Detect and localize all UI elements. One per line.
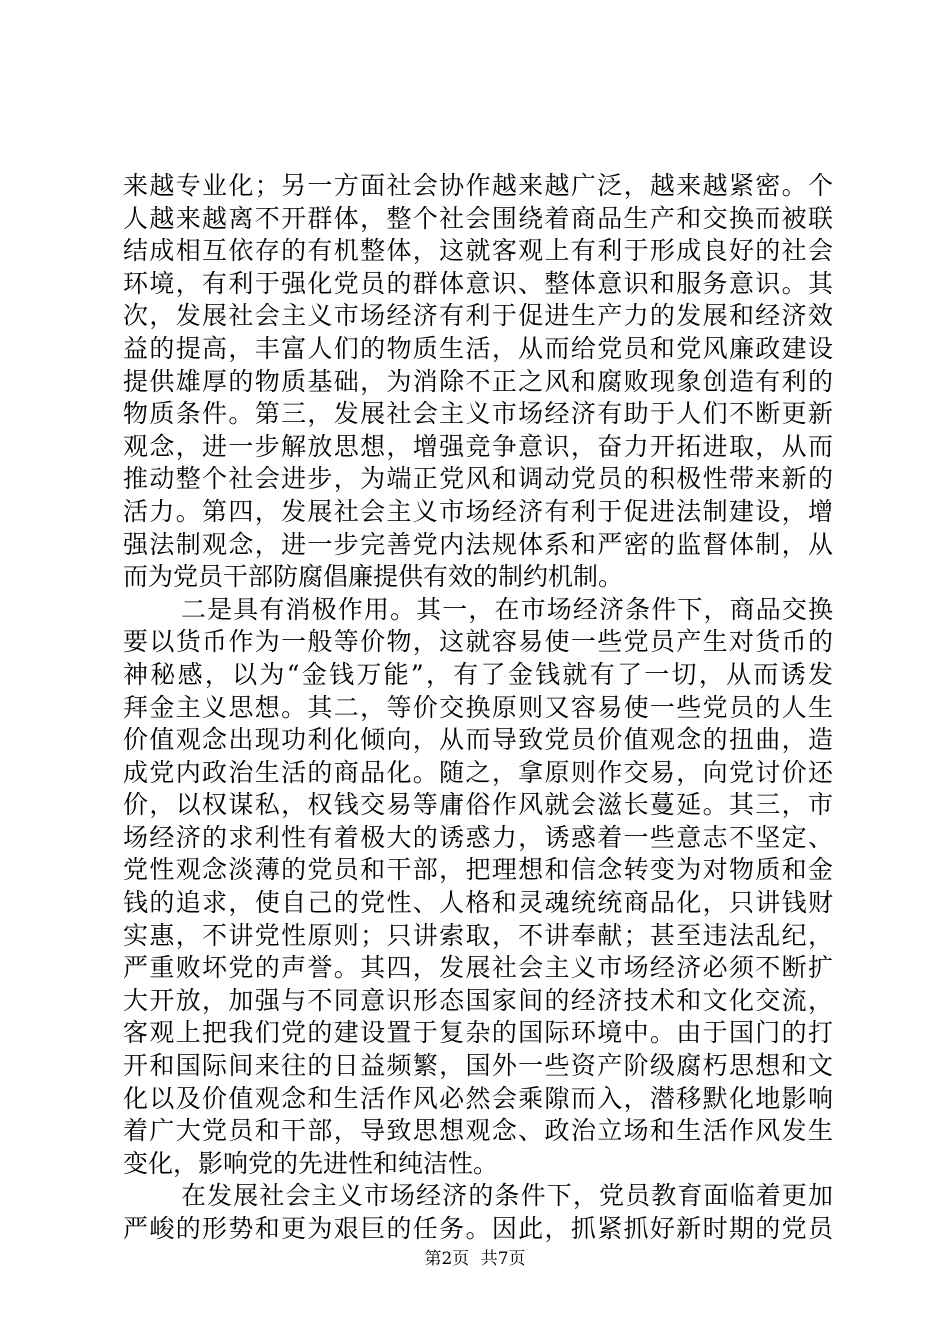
text-line: 强法制观念，进一步完善党内法规体系和严密的监督体制，从 — [123, 529, 833, 559]
text-line: 成党内政治生活的商品化。随之，拿原则作交易，向党讨价还 — [123, 757, 833, 787]
text-line: 在发展社会主义市场经济的条件下，党员教育面临着更加 — [181, 1181, 833, 1211]
text-line: 观念，进一步解放思想，增强竞争意识，奋力开拓进取，从而 — [123, 431, 833, 461]
text-line: 拜金主义思想。其二，等价交换原则又容易使一些党员的人生 — [123, 692, 833, 722]
text-line: 严重败坏党的声誉。其四，发展社会主义市场经济必须不断扩 — [123, 953, 833, 983]
text-line: 钱的追求，使自己的党性、人格和灵魂统统商品化，只讲钱财 — [123, 888, 833, 918]
page-number-total: 共7页 — [480, 1249, 526, 1269]
text-line: 开和国际间来往的日益频繁，国外一些资产阶级腐朽思想和文 — [123, 1051, 833, 1081]
text-line: 价值观念出现功利化倾向，从而导致党员价值观念的扭曲，造 — [123, 725, 833, 755]
text-line: 而为党员干部防腐倡廉提供有效的制约机制。 — [123, 562, 624, 592]
text-line: 价，以权谋私，权钱交易等庸俗作风就会滋长蔓延。其三，市 — [123, 790, 833, 820]
text-line: 活力。第四，发展社会主义市场经济有利于促进法制建设，增 — [123, 496, 833, 526]
text-line: 要以货币作为一般等价物，这就容易使一些党员产生对货币的 — [123, 627, 833, 657]
text-line: 党性观念淡薄的党员和干部，把理想和信念转变为对物质和金 — [123, 855, 833, 885]
text-line: 着广大党员和干部，导致思想观念、政治立场和生活作风发生 — [123, 1116, 833, 1146]
text-line: 环境，有利于强化党员的群体意识、整体意识和服务意识。其 — [123, 268, 833, 298]
text-line: 场经济的求利性有着极大的诱惑力，诱惑着一些意志不坚定、 — [123, 822, 833, 852]
text-line: 来越专业化；另一方面社会协作越来越广泛，越来越紧密。个 — [123, 171, 833, 200]
text-line: 二是具有消极作用。其一，在市场经济条件下，商品交换 — [181, 594, 833, 624]
text-line: 化以及价值观念和生活作风必然会乘隙而入，潜移默化地影响 — [123, 1083, 833, 1113]
text-line: 推动整个社会进步，为端正党风和调动党员的积极性带来新的 — [123, 464, 833, 494]
text-line: 变化，影响党的先进性和纯洁性。 — [123, 1148, 499, 1178]
text-line: 客观上把我们党的建设置于复杂的国际环境中。由于国门的打 — [123, 1018, 833, 1048]
text-line: 提供雄厚的物质基础，为消除不正之风和腐败现象创造有利的 — [123, 366, 833, 396]
page-footer — [0, 1247, 950, 1271]
text-line: 实惠，不讲党性原则；只讲索取，不讲奉献；甚至违法乱纪， — [123, 920, 833, 950]
document-body — [123, 170, 833, 1246]
text-line: 结成相互依存的有机整体，这就客观上有利于形成良好的社会 — [123, 236, 833, 266]
text-line: 益的提高，丰富人们的物质生活，从而给党员和党风廉政建设 — [123, 333, 833, 363]
text-line: 严峻的形势和更为艰巨的任务。因此，抓紧抓好新时期的党员 — [123, 1214, 833, 1243]
text-line: 神秘感，以为“金钱万能”，有了金钱就有了一切，从而诱发 — [123, 659, 833, 689]
text-line: 大开放，加强与不同意识形态国家间的经济技术和文化交流， — [123, 985, 833, 1015]
text-line: 次，发展社会主义市场经济有利于促进生产力的发展和经济效 — [123, 301, 833, 331]
text-line: 人越来越离不开群体，整个社会围绕着商品生产和交换而被联 — [123, 203, 833, 233]
text-line: 物质条件。第三，发展社会主义市场经济有助于人们不断更新 — [123, 399, 833, 429]
page-number-current: 第2页 — [424, 1249, 470, 1269]
